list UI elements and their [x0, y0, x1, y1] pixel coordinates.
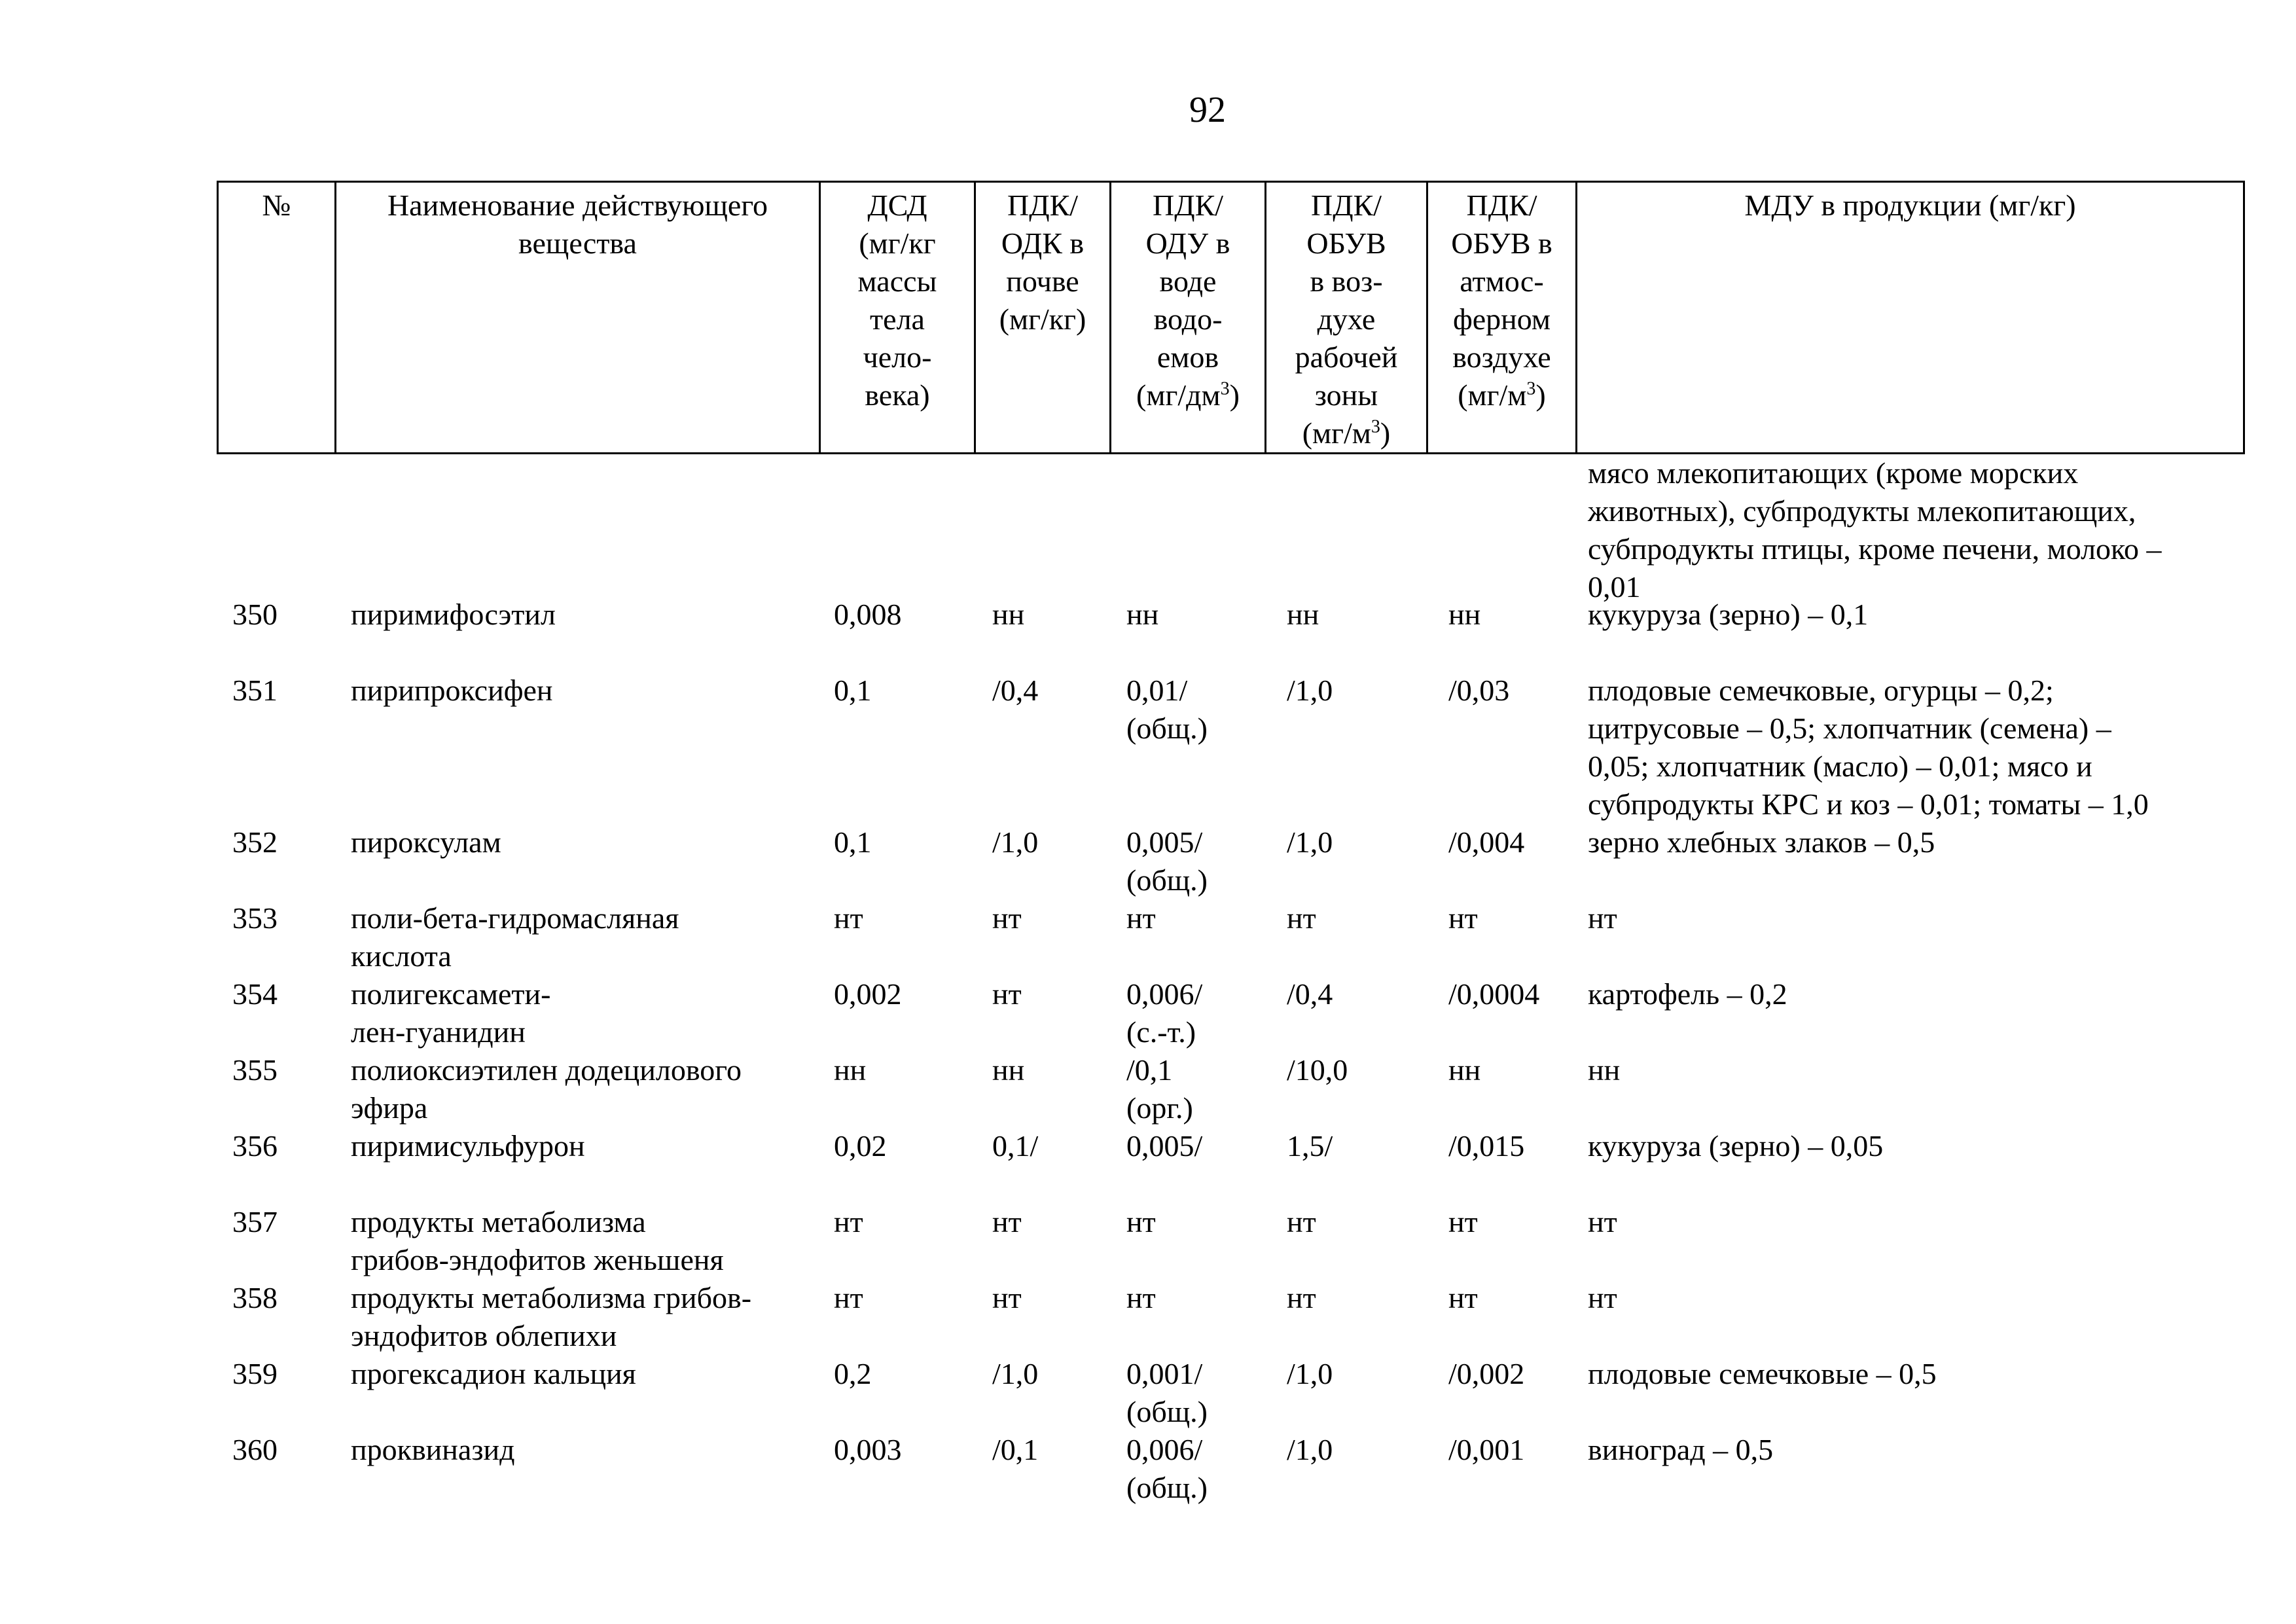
dsd-value: 0,1 [834, 825, 872, 859]
header-number: № [218, 182, 336, 454]
mdu-value: нт [1588, 1205, 1617, 1238]
work-air-value: нт [1287, 1281, 1316, 1314]
work-air-value: нт [1287, 1205, 1316, 1238]
atm-air-value: /0,015 [1448, 1129, 1525, 1163]
table-row [217, 596, 2243, 672]
atm-air-value: /0,03 [1448, 674, 1510, 707]
row-number: 359 [232, 1357, 278, 1390]
substance-name: пирипроксифен [351, 674, 553, 707]
water-value: 0,006/ (с.-т.) [1126, 977, 1203, 1049]
mdu-value: виноград – 0,5 [1588, 1433, 1774, 1466]
soil-value: нн [992, 598, 1025, 631]
dsd-value: 0,1 [834, 674, 872, 707]
header-mdu: МДУ в продукции (мг/кг) [1577, 182, 2244, 454]
header-work-end: ) [1380, 416, 1391, 450]
table-row [217, 1127, 2243, 1203]
water-value: нт [1126, 901, 1156, 935]
mdu-value: кукуруза (зерно) – 0,1 [1588, 598, 1869, 631]
atm-air-value: /0,0004 [1448, 977, 1540, 1011]
atm-air-value: /0,001 [1448, 1433, 1525, 1466]
soil-value: /0,1 [992, 1433, 1039, 1466]
water-value: нт [1126, 1281, 1156, 1314]
dsd-value: нт [834, 1205, 863, 1238]
substance-name: пиримифосэтил [351, 598, 556, 631]
page-number: 92 [1189, 90, 1226, 130]
row-number: 354 [232, 977, 278, 1011]
header-atm-text: ПДК/ ОБУВ в атмос- ферном воздухе (мг/м [1451, 189, 1552, 412]
work-air-value: /1,0 [1287, 1357, 1333, 1390]
soil-value: /0,4 [992, 674, 1039, 707]
work-air-value: /1,0 [1287, 674, 1333, 707]
mdu-value: нн [1588, 1053, 1621, 1087]
continuation-text: мясо млекопитающих (кроме морских животных), субпродукты млекопитающих, субпродукты птицы, кроме печени, молоко – 0,01 [1588, 456, 2162, 604]
dsd-value: 0,2 [834, 1357, 872, 1390]
dsd-value: 0,008 [834, 598, 902, 631]
row-number: 353 [232, 901, 278, 935]
atm-air-value: нт [1448, 901, 1478, 935]
table-row [217, 1279, 2243, 1355]
mdu-value: картофель – 0,2 [1588, 977, 1787, 1011]
header-work-text: ПДК/ ОБУВ в воз- духе рабочей зоны (мг/м [1295, 189, 1398, 450]
dsd-value: нн [834, 1053, 867, 1087]
table-row [217, 1431, 2243, 1507]
header-work-sup: 3 [1371, 416, 1380, 437]
water-value: 0,001/ (общ.) [1126, 1357, 1208, 1428]
soil-value: нт [992, 977, 1022, 1011]
header-water-sup: 3 [1220, 378, 1230, 399]
work-air-value: /0,4 [1287, 977, 1333, 1011]
mdu-value: зерно хлебных злаков – 0,5 [1588, 825, 1935, 859]
substance-name: пироксулам [351, 825, 501, 859]
header-soil: ПДК/ ОДК в почве (мг/кг) [975, 182, 1111, 454]
table-row [217, 1203, 2243, 1279]
water-value: 0,005/ (общ.) [1126, 825, 1208, 897]
row-number: 356 [232, 1129, 278, 1163]
mdu-value: нт [1588, 1281, 1617, 1314]
water-value: нт [1126, 1205, 1156, 1238]
work-air-value: /1,0 [1287, 1433, 1333, 1466]
row-number: 355 [232, 1053, 278, 1087]
header-dsd: ДСД (мг/кг массы тела чело- века) [820, 182, 975, 454]
substance-name: прогексадион кальция [351, 1357, 636, 1390]
soil-value: нт [992, 1281, 1022, 1314]
soil-value: /1,0 [992, 1357, 1039, 1390]
atm-air-value: нт [1448, 1281, 1478, 1314]
header-atm-sup: 3 [1526, 378, 1536, 399]
work-air-value: нн [1287, 598, 1319, 631]
row-number: 357 [232, 1205, 278, 1238]
header-water [1111, 182, 1266, 454]
table-row [217, 823, 2243, 899]
table-header [217, 181, 2245, 454]
substance-name: проквиназид [351, 1433, 515, 1466]
substance-name: продукты метаболизма грибов- эндофитов облепихи [351, 1281, 752, 1352]
atm-air-value: /0,004 [1448, 825, 1525, 859]
mdu-value: нт [1588, 901, 1617, 935]
substance-name: поли-бета-гидромасляная кислота [351, 901, 679, 973]
water-value: 0,006/ (общ.) [1126, 1433, 1208, 1504]
soil-value: нн [992, 1053, 1025, 1087]
header-water-end: ) [1229, 378, 1240, 412]
soil-value: /1,0 [992, 825, 1039, 859]
work-air-value: /10,0 [1287, 1053, 1348, 1087]
header-water-text: ПДК/ ОДУ в воде водо- емов (мг/дм [1136, 189, 1230, 412]
substance-name: полигексамети- лен-гуанидин [351, 977, 551, 1049]
header-work-air [1266, 182, 1427, 454]
row-number: 350 [232, 598, 278, 631]
dsd-value: 0,002 [834, 977, 902, 1011]
mdu-value: плодовые семечковые, огурцы – 0,2; цитрусовые – 0,5; хлопчатник (семена) – 0,05; хлопчатник (масло) – 0,01; мясо и субпродукты КРС и коз – 0,01; томаты – 1,0 [1588, 674, 2149, 821]
water-value: 0,005/ [1126, 1129, 1203, 1163]
dsd-value: нт [834, 901, 863, 935]
atm-air-value: нн [1448, 598, 1481, 631]
soil-value: нт [992, 1205, 1022, 1238]
dsd-value: 0,02 [834, 1129, 887, 1163]
work-air-value: /1,0 [1287, 825, 1333, 859]
data-rows [217, 596, 2243, 1507]
header-substance-name: Наименование действующего вещества [336, 182, 820, 454]
table-row [217, 1051, 2243, 1127]
table-row [217, 672, 2243, 823]
water-value: /0,1 (орг.) [1126, 1053, 1193, 1125]
table-body [217, 452, 2243, 1507]
table-row [217, 899, 2243, 975]
substance-name: пиримисульфурон [351, 1129, 585, 1163]
table-row [217, 975, 2243, 1051]
row-number: 358 [232, 1281, 278, 1314]
row-number: 351 [232, 674, 278, 707]
row-number: 360 [232, 1433, 278, 1466]
atm-air-value: нт [1448, 1205, 1478, 1238]
table-row [217, 1355, 2243, 1431]
mdu-value: кукуруза (зерно) – 0,05 [1588, 1129, 1884, 1163]
header-atm-end: ) [1535, 378, 1546, 412]
soil-value: 0,1/ [992, 1129, 1039, 1163]
continuation-row [217, 452, 2243, 604]
atm-air-value: /0,002 [1448, 1357, 1525, 1390]
mdu-value: плодовые семечковые – 0,5 [1588, 1357, 1937, 1390]
substance-name: продукты метаболизма грибов-эндофитов женьшеня [351, 1205, 724, 1276]
header-atm-air [1427, 182, 1577, 454]
substance-name: полиоксиэтилен додецилового эфира [351, 1053, 742, 1125]
dsd-value: нт [834, 1281, 863, 1314]
dsd-value: 0,003 [834, 1433, 902, 1466]
water-value: нн [1126, 598, 1159, 631]
atm-air-value: нн [1448, 1053, 1481, 1087]
row-number: 352 [232, 825, 278, 859]
work-air-value: нт [1287, 901, 1316, 935]
soil-value: нт [992, 901, 1022, 935]
water-value: 0,01/ (общ.) [1126, 674, 1208, 745]
work-air-value: 1,5/ [1287, 1129, 1333, 1163]
